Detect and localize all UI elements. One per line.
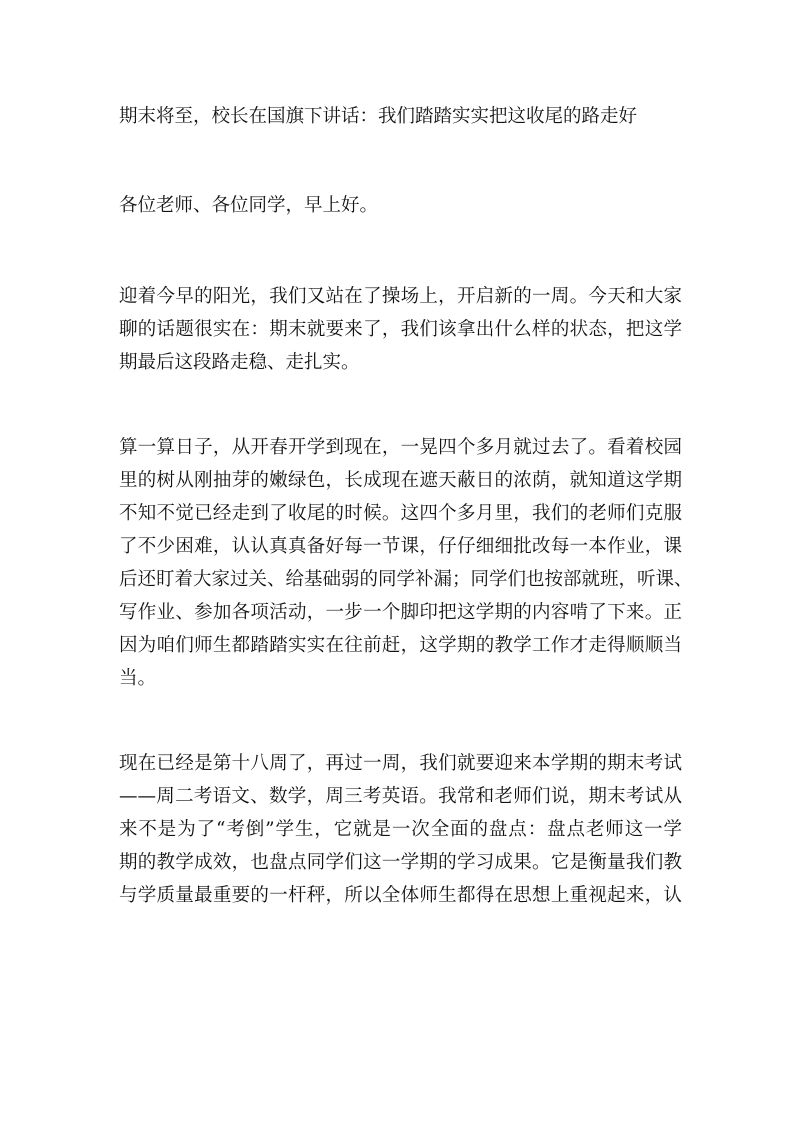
document-body	[119, 100, 693, 912]
paragraph-2-line: 里的树从刚抽芽的嫩绿色，长成现在遮天蔽日的浓荫，就知道这学期	[119, 470, 682, 491]
paragraph-1-line: 期最后这段路走稳、走扎实。	[119, 352, 360, 373]
paragraph-3	[119, 747, 682, 912]
paragraph-2-line: 写作业、参加各项活动，一步一个脚印把这学期的内容啃了下来。正	[119, 602, 682, 623]
paragraph-2-line: 了不少困难，认认真真备好每一节课，仔仔细细批改每一本作业，课	[119, 536, 682, 557]
paragraph-1-line: 迎着今早的阳光，我们又站在了操场上，开启新的一周。今天和大家	[119, 286, 682, 307]
greeting-paragraph: 各位老师、各位同学，早上好。	[119, 195, 379, 216]
paragraph-2-line: 后还盯着大家过关、给基础弱的同学补漏；同学们也按部就班，听课、	[119, 569, 693, 590]
paragraph-3-line: 与学质量最重要的一杆秤，所以全体师生都得在思想上重视起来，认	[119, 885, 682, 906]
paragraph-3-line: 期的教学成效，也盘点同学们这一学期的学习成果。它是衡量我们教	[119, 852, 682, 873]
paragraph-3-line: 来不是为了“考倒”学生，它就是一次全面的盘点：盘点老师这一学	[119, 819, 682, 840]
paragraph-1-line: 聊的话题很实在：期末就要来了，我们该拿出什么样的状态，把这学	[119, 319, 682, 340]
paragraph-3-line: 现在已经是第十八周了，再过一周，我们就要迎来本学期的期末考试	[119, 753, 682, 774]
paragraph-1	[119, 280, 682, 379]
paragraph-2-line: 当。	[119, 668, 157, 689]
paragraph-2-line: 不知不觉已经走到了收尾的时候。这四个多月里，我们的老师们克服	[119, 503, 682, 524]
paragraph-2	[119, 431, 693, 695]
paragraph-2-line: 因为咱们师生都踏踏实实在往前赶，这学期的教学工作才走得顺顺当	[119, 635, 682, 656]
paragraph-3-line: ——周二考语文、数学，周三考英语。我常和老师们说，期末考试从	[119, 786, 682, 807]
paragraph-2-line: 算一算日子，从开春开学到现在，一晃四个多月就过去了。看着校园	[119, 437, 682, 458]
document-title: 期末将至，校长在国旗下讲话：我们踏踏实实把这收尾的路走好	[119, 106, 638, 127]
